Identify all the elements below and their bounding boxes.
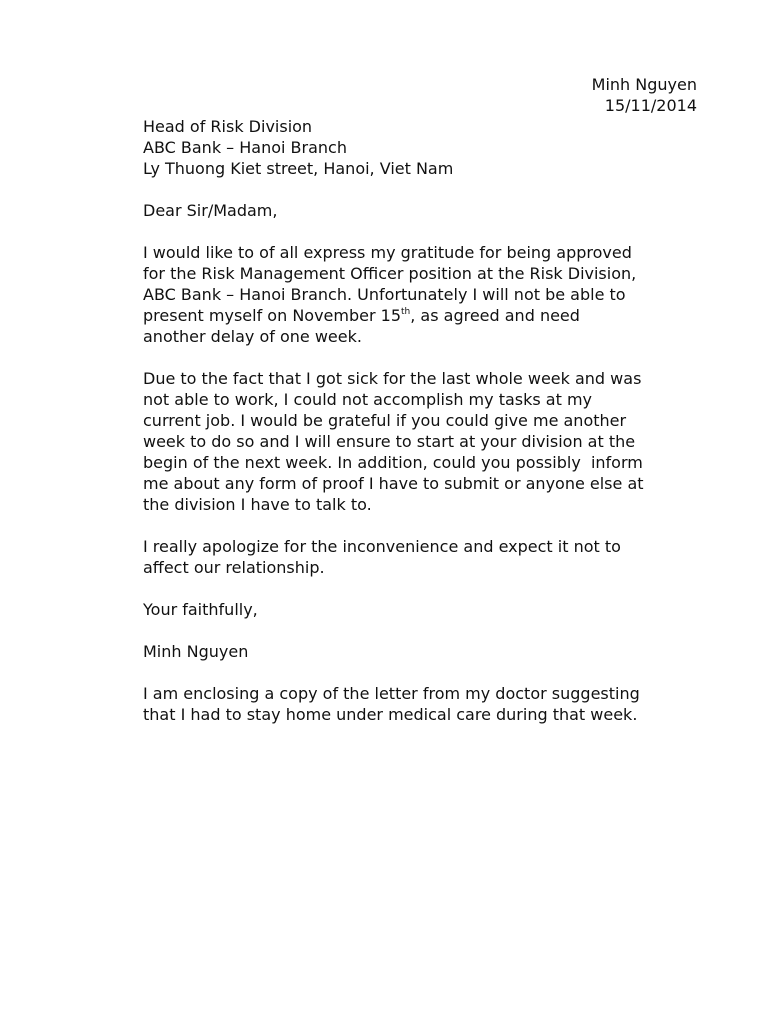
paragraph-3 — [143, 536, 703, 578]
paragraph-text: present myself on November 15 — [143, 306, 401, 325]
paragraph-line: Due to the fact that I got sick for the last whole week and was — [143, 369, 642, 388]
paragraph-line: I am enclosing a copy of the letter from my doctor suggesting — [143, 684, 640, 703]
sender-name: Minh Nguyen — [591, 75, 697, 94]
paragraph-line: week to do so and I will ensure to start at your division at the — [143, 432, 636, 451]
paragraph-line: I would like to of all express my gratitude for being approved — [143, 243, 632, 262]
recipient-line: Head of Risk Division — [143, 117, 313, 136]
paragraph-line: not able to work, I could not accomplish my tasks at my — [143, 390, 593, 409]
paragraph-line: that I had to stay home under medical care during that week. — [143, 705, 638, 724]
paragraph-line: current job. I would be grateful if you could give me another — [143, 411, 627, 430]
salutation: Dear Sir/Madam, — [143, 201, 278, 220]
paragraph-2 — [143, 368, 703, 515]
paragraph-line: me about any form of proof I have to submit or anyone else at — [143, 474, 644, 493]
paragraph-line — [143, 305, 703, 326]
paragraph-line: begin of the next week. In addition, could you possibly inform — [143, 453, 643, 472]
recipient-block — [143, 116, 703, 179]
paragraph-1 — [143, 242, 703, 347]
signature-name: Minh Nguyen — [143, 642, 249, 661]
sender-block — [592, 74, 697, 116]
paragraph-line: affect our relationship. — [143, 558, 325, 577]
paragraph-line: for the Risk Management Officer position at the Risk Division, — [143, 264, 637, 283]
recipient-line: ABC Bank – Hanoi Branch — [143, 138, 347, 157]
letter-body — [143, 116, 703, 725]
paragraph-line: the division I have to talk to. — [143, 495, 372, 514]
postscript — [143, 683, 703, 725]
paragraph-line: I really apologize for the inconvenience and expect it not to — [143, 537, 621, 556]
paragraph-line: another delay of one week. — [143, 327, 362, 346]
letter-date: 15/11/2014 — [604, 96, 697, 115]
recipient-line: Ly Thuong Kiet street, Hanoi, Viet Nam — [143, 159, 454, 178]
paragraph-text: , as agreed and need — [410, 306, 580, 325]
closing: Your faithfully, — [143, 600, 258, 619]
ordinal-suffix: th — [401, 306, 411, 317]
paragraph-line: ABC Bank – Hanoi Branch. Unfortunately I will not be able to — [143, 285, 626, 304]
